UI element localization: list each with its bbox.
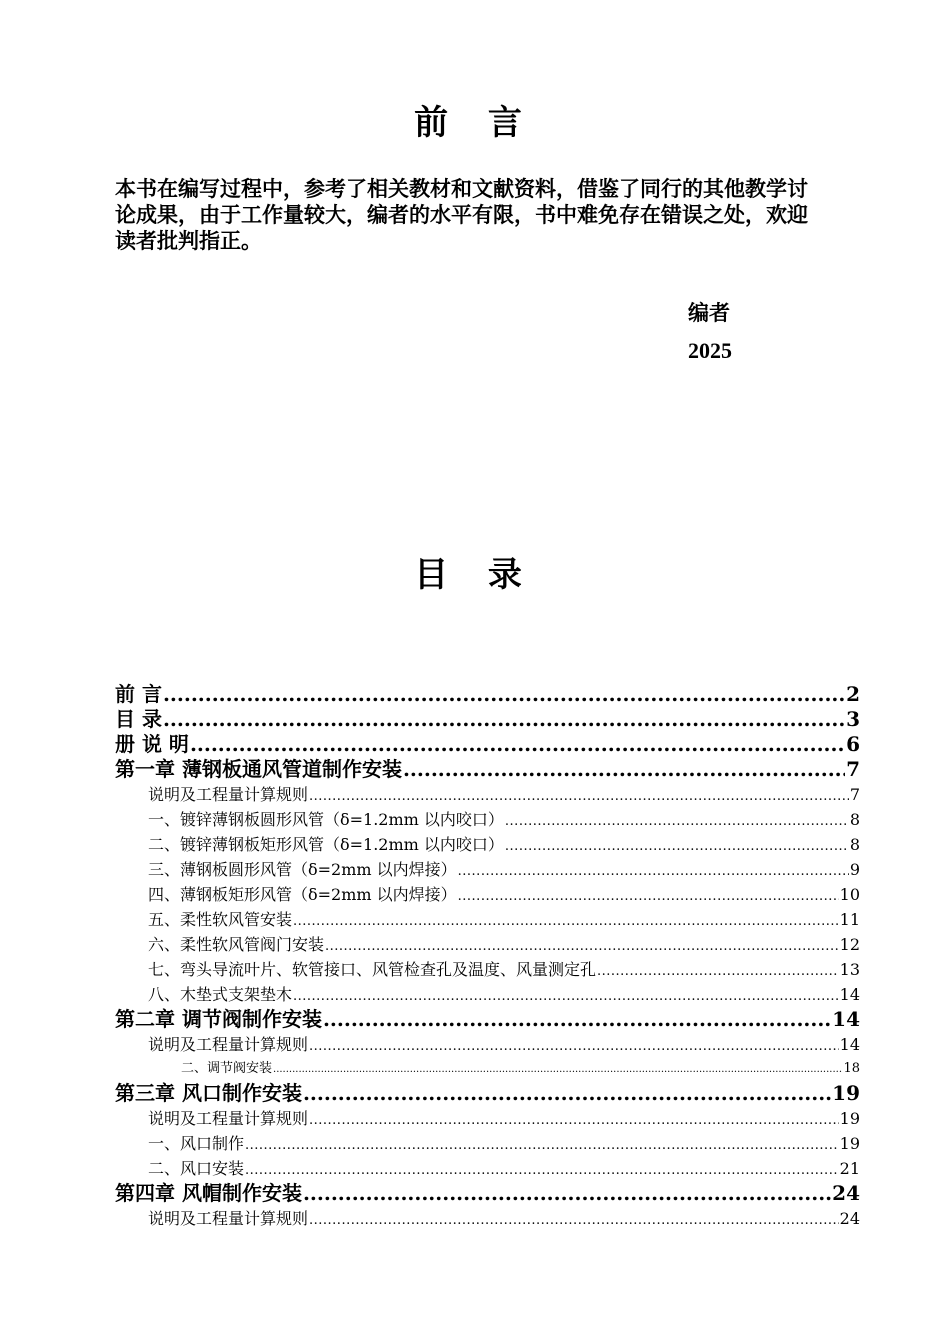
toc-leader	[597, 959, 839, 982]
toc-leader	[163, 682, 845, 707]
toc-entry-page: 12	[839, 935, 860, 954]
toc-entry-page: 7	[846, 757, 860, 781]
toc-entry-label: 第四章 风帽制作安装	[115, 1181, 302, 1205]
toc-entry-page: 2	[846, 682, 860, 706]
toc-entry-page: 24	[839, 1209, 860, 1228]
toc-entry-page: 9	[849, 860, 860, 879]
toc-entry-label: 说明及工程量计算规则	[148, 785, 309, 804]
toc-entry-label: 二、镀锌薄钢板矩形风管（δ=1.2mm 以内咬口）	[148, 835, 504, 854]
toc-entry-label: 第一章 薄钢板通风管道制作安装	[115, 757, 402, 781]
toc-entry-label: 五、柔性软风管安装	[148, 910, 293, 929]
toc-entry[interactable]	[115, 807, 860, 832]
toc-entry-page: 14	[832, 1007, 860, 1031]
toc-entry-page: 8	[849, 835, 860, 854]
toc-entry-label: 一、镀锌薄钢板圆形风管（δ=1.2mm 以内咬口）	[148, 810, 504, 829]
toc-entry[interactable]	[115, 982, 860, 1007]
toc-leader	[403, 757, 845, 782]
toc-title: 目 录	[414, 555, 536, 595]
toc-entry-page: 8	[849, 810, 860, 829]
toc-entry[interactable]	[115, 1032, 860, 1057]
toc-entry-label: 说明及工程量计算规则	[148, 1109, 309, 1128]
toc-entry[interactable]	[115, 1007, 860, 1032]
toc-entry-label: 前 言	[115, 682, 162, 706]
toc-entry-page: 14	[839, 1035, 860, 1054]
toc-entry-page: 18	[843, 1061, 860, 1076]
toc-entry-page: 11	[839, 910, 860, 929]
toc-entry[interactable]	[115, 782, 860, 807]
toc-entry-page: 14	[839, 985, 860, 1004]
toc-entry[interactable]	[115, 1057, 860, 1081]
toc-entry-label: 说明及工程量计算规则	[148, 1035, 309, 1054]
toc-entry[interactable]	[115, 682, 860, 707]
toc-entry[interactable]	[115, 1206, 860, 1231]
toc-entry[interactable]	[115, 957, 860, 982]
toc-entry[interactable]	[115, 907, 860, 932]
toc-entry-label: 四、薄钢板矩形风管（δ=2mm 以内焊接）	[148, 885, 457, 904]
toc-entry[interactable]	[115, 707, 860, 732]
toc-leader	[245, 1133, 839, 1156]
toc-entry-label: 一、风口制作	[148, 1134, 245, 1153]
toc-entry-page: 21	[839, 1159, 860, 1178]
toc-leader	[505, 834, 849, 857]
toc-entry[interactable]	[115, 857, 860, 882]
toc-entry[interactable]	[115, 1106, 860, 1131]
toc-leader	[293, 909, 839, 932]
toc-entry-label: 册 说 明	[115, 732, 189, 756]
toc-entry-label: 第二章 调节阀制作安装	[115, 1007, 322, 1031]
toc-leader	[309, 1208, 839, 1231]
toc-leader	[325, 934, 839, 957]
toc-entry-page: 6	[846, 732, 860, 756]
toc-leader	[293, 984, 839, 1007]
toc-leader	[323, 1007, 831, 1032]
toc-leader	[190, 732, 845, 757]
toc-leader	[505, 809, 849, 832]
toc-entry-page: 10	[839, 885, 860, 904]
toc-entry[interactable]	[115, 1081, 860, 1106]
toc-entry[interactable]	[115, 882, 860, 907]
toc-entry-label: 二、风口安装	[148, 1159, 245, 1178]
toc-entry-label: 二、调节阀安装	[181, 1061, 273, 1076]
toc-leader	[458, 859, 849, 882]
toc-entry-page: 19	[832, 1081, 860, 1105]
toc-entry-label: 目 录	[115, 707, 162, 731]
toc-entry-page: 3	[846, 707, 860, 731]
toc-entry-page: 13	[839, 960, 860, 979]
toc-leader	[458, 884, 839, 907]
toc-entry[interactable]	[115, 1181, 860, 1206]
toc-entry-label: 说明及工程量计算规则	[148, 1209, 309, 1228]
toc-entry-page: 19	[839, 1134, 860, 1153]
preface-author: 编者	[688, 300, 730, 325]
toc-entry[interactable]	[115, 757, 860, 782]
table-of-contents	[115, 682, 860, 1231]
toc-entry-label: 七、弯头导流叶片、软管接口、风管检查孔及温度、风量测定孔	[148, 960, 597, 979]
toc-entry-label: 第三章 风口制作安装	[115, 1081, 302, 1105]
toc-entry-label: 六、柔性软风管阀门安装	[148, 935, 325, 954]
toc-leader	[245, 1158, 839, 1181]
preface-body: 本书在编写过程中，参考了相关教材和文献资料，借鉴了同行的其他教学讨论成果，由于工作量较大，编者的水平有限，书中难免存在错误之处，欢迎读者批判指正。	[115, 176, 808, 253]
toc-entry-page: 19	[839, 1109, 860, 1128]
toc-leader	[163, 707, 845, 732]
toc-entry[interactable]	[115, 932, 860, 957]
toc-entry-page: 24	[832, 1181, 860, 1205]
toc-entry[interactable]	[115, 1156, 860, 1181]
toc-entry[interactable]	[115, 732, 860, 757]
toc-entry-page: 7	[849, 785, 860, 804]
preface-title: 前 言	[414, 103, 536, 143]
toc-leader	[309, 1034, 839, 1057]
toc-entry[interactable]	[115, 832, 860, 857]
toc-leader	[309, 784, 849, 807]
toc-leader	[309, 1108, 839, 1131]
toc-entry-label: 八、木垫式支架垫木	[148, 985, 293, 1004]
toc-leader	[303, 1081, 831, 1106]
toc-leader	[303, 1181, 831, 1206]
toc-entry[interactable]	[115, 1131, 860, 1156]
toc-leader	[273, 1058, 842, 1081]
preface-year: 2025	[688, 338, 732, 363]
toc-entry-label: 三、薄钢板圆形风管（δ=2mm 以内焊接）	[148, 860, 457, 879]
